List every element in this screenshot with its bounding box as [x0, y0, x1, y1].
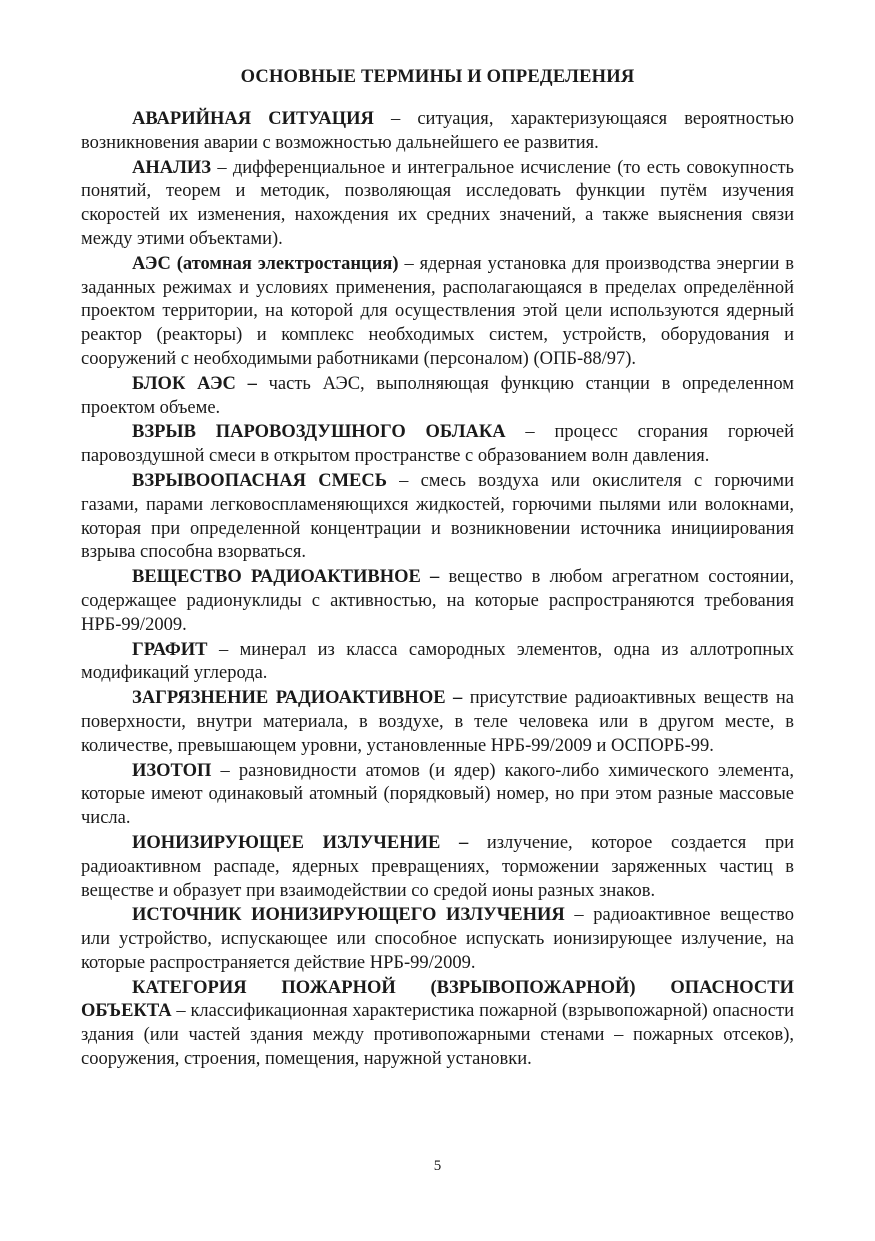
- definition-entry: [81, 373, 794, 421]
- definition-text: – процесс сгорания горючей паровоздушной смеси в открытом пространстве с образованием волн давления.: [81, 422, 794, 467]
- definition-text: излучение, которое создается при радиоактивном распаде, ядерных превращениях, торможении заряженных частиц в веществе и образует при взаимодействии со средой ионы разных знаков.: [81, 832, 794, 901]
- definition-entry: [81, 832, 794, 903]
- definition-text: – смесь воздуха или окислителя с горючими газами, парами легковоспламеняющихся жидкостей, горючими пылями или волокнами, которая при определенной концентрации и возникновении источника инициирования взрыва способна взорваться.: [81, 470, 794, 563]
- definition-text: присутствие радиоактивных веществ на поверхности, внутри материала, в воздухе, в теле человека или в другом месте, в количестве, превышающем уровни, установленные НРБ-99/2009 и ОСПОРБ-99.: [81, 688, 794, 756]
- definition-text: – классификационная характеристика пожарной (взрывопожарной) опасности здания (или частей здания между противопожарными стенами – пожарных отсеков), сооружения, строения, помещения, наружной установки.: [81, 1001, 794, 1070]
- definition-text: – радиоактивное вещество или устройство, испускающее или способное испускать ионизирующее излучение, на которые распространяется действие НРБ-99/2009.: [81, 905, 794, 973]
- definition-entry: [81, 760, 794, 831]
- term: ИСТОЧНИК ИОНИЗИРУЮЩЕГО ИЗЛУЧЕНИЯ: [132, 905, 565, 926]
- definition-text: – разновидности атомов (и ядер) какого-либо химического элемента, которые имеют одинаковый атомный (порядковый) номер, но при этом разные массовые числа.: [81, 760, 794, 829]
- definition-entry: [81, 157, 794, 252]
- term: АНАЛИЗ: [132, 157, 212, 178]
- page-title: ОСНОВНЫЕ ТЕРМИНЫ И ОПРЕДЕЛЕНИЯ: [240, 67, 635, 87]
- definition-text: вещество в любом агрегатном состоянии, содержащее радионуклиды с активностью, на которые распространяются требования НРБ-99/2009.: [81, 567, 794, 635]
- definition-entry: [81, 421, 794, 469]
- term: ВЗРЫВООПАСНАЯ СМЕСЬ: [132, 470, 387, 491]
- definition-entry: [81, 639, 794, 687]
- term: ИЗОТОП: [132, 760, 212, 781]
- term: ВЕЩЕСТВО РАДИОАКТИВНОЕ –: [132, 567, 440, 588]
- definition-entry: [81, 108, 794, 156]
- page-number: 5: [433, 1158, 442, 1174]
- term: ВЗРЫВ ПАРОВОЗДУШНОГО ОБЛАКА: [132, 422, 506, 443]
- definition-entry: [81, 566, 794, 637]
- definition-entry: [81, 470, 794, 565]
- term: ГРАФИТ: [132, 639, 208, 660]
- definition-text: – минерал из класса самородных элементов, одна из аллотропных модификаций углерода.: [81, 639, 794, 684]
- term: АВАРИЙНАЯ СИТУАЦИЯ: [132, 109, 374, 129]
- definition-text: – ситуация, характеризующаяся вероятностью возникновения аварии с возможностью дальнейшего ее развития.: [81, 109, 794, 153]
- document-page: [81, 62, 794, 1073]
- term: ИОНИЗИРУЮЩЕЕ ИЗЛУЧЕНИЕ –: [132, 832, 469, 853]
- term: АЭС (атомная электростанция): [132, 253, 399, 274]
- definitions-list: [81, 108, 794, 1072]
- term: КАТЕГОРИЯ ПОЖАРНОЙ (ВЗРЫВОПОЖАРНОЙ) ОПАСНОСТИ ОБЪЕКТА: [81, 977, 794, 1022]
- definition-text: часть АЭС, выполняющая функцию станции в определенном проектом объеме.: [81, 373, 794, 418]
- definition-text: – дифференциальное и интегральное исчисление (то есть совокупность понятий, теорем и методик, позволяющая исследовать функции путём изучения скоростей их изменения, нахождения их средних значений, а также выяснения связи между этими объектами).: [81, 157, 794, 249]
- term: ЗАГРЯЗНЕНИЕ РАДИОАКТИВНОЕ –: [132, 688, 463, 709]
- definition-text: – ядерная установка для производства энергии в заданных режимах и условиях применения, располагающаяся в пределах определённой проектом территории, на которой для осуществления этой цели используются ядерный реактор (реакторы) и комплекс необходимых систем, устройств, оборудования и сооружений с необходимыми работниками (персоналом) (ОПБ-88/97).: [81, 253, 795, 369]
- term: БЛОК АЭС –: [132, 373, 257, 394]
- definition-entry: [81, 687, 794, 758]
- definition-entry: [81, 977, 794, 1072]
- definition-entry: [81, 904, 794, 975]
- definition-entry: [81, 253, 794, 372]
